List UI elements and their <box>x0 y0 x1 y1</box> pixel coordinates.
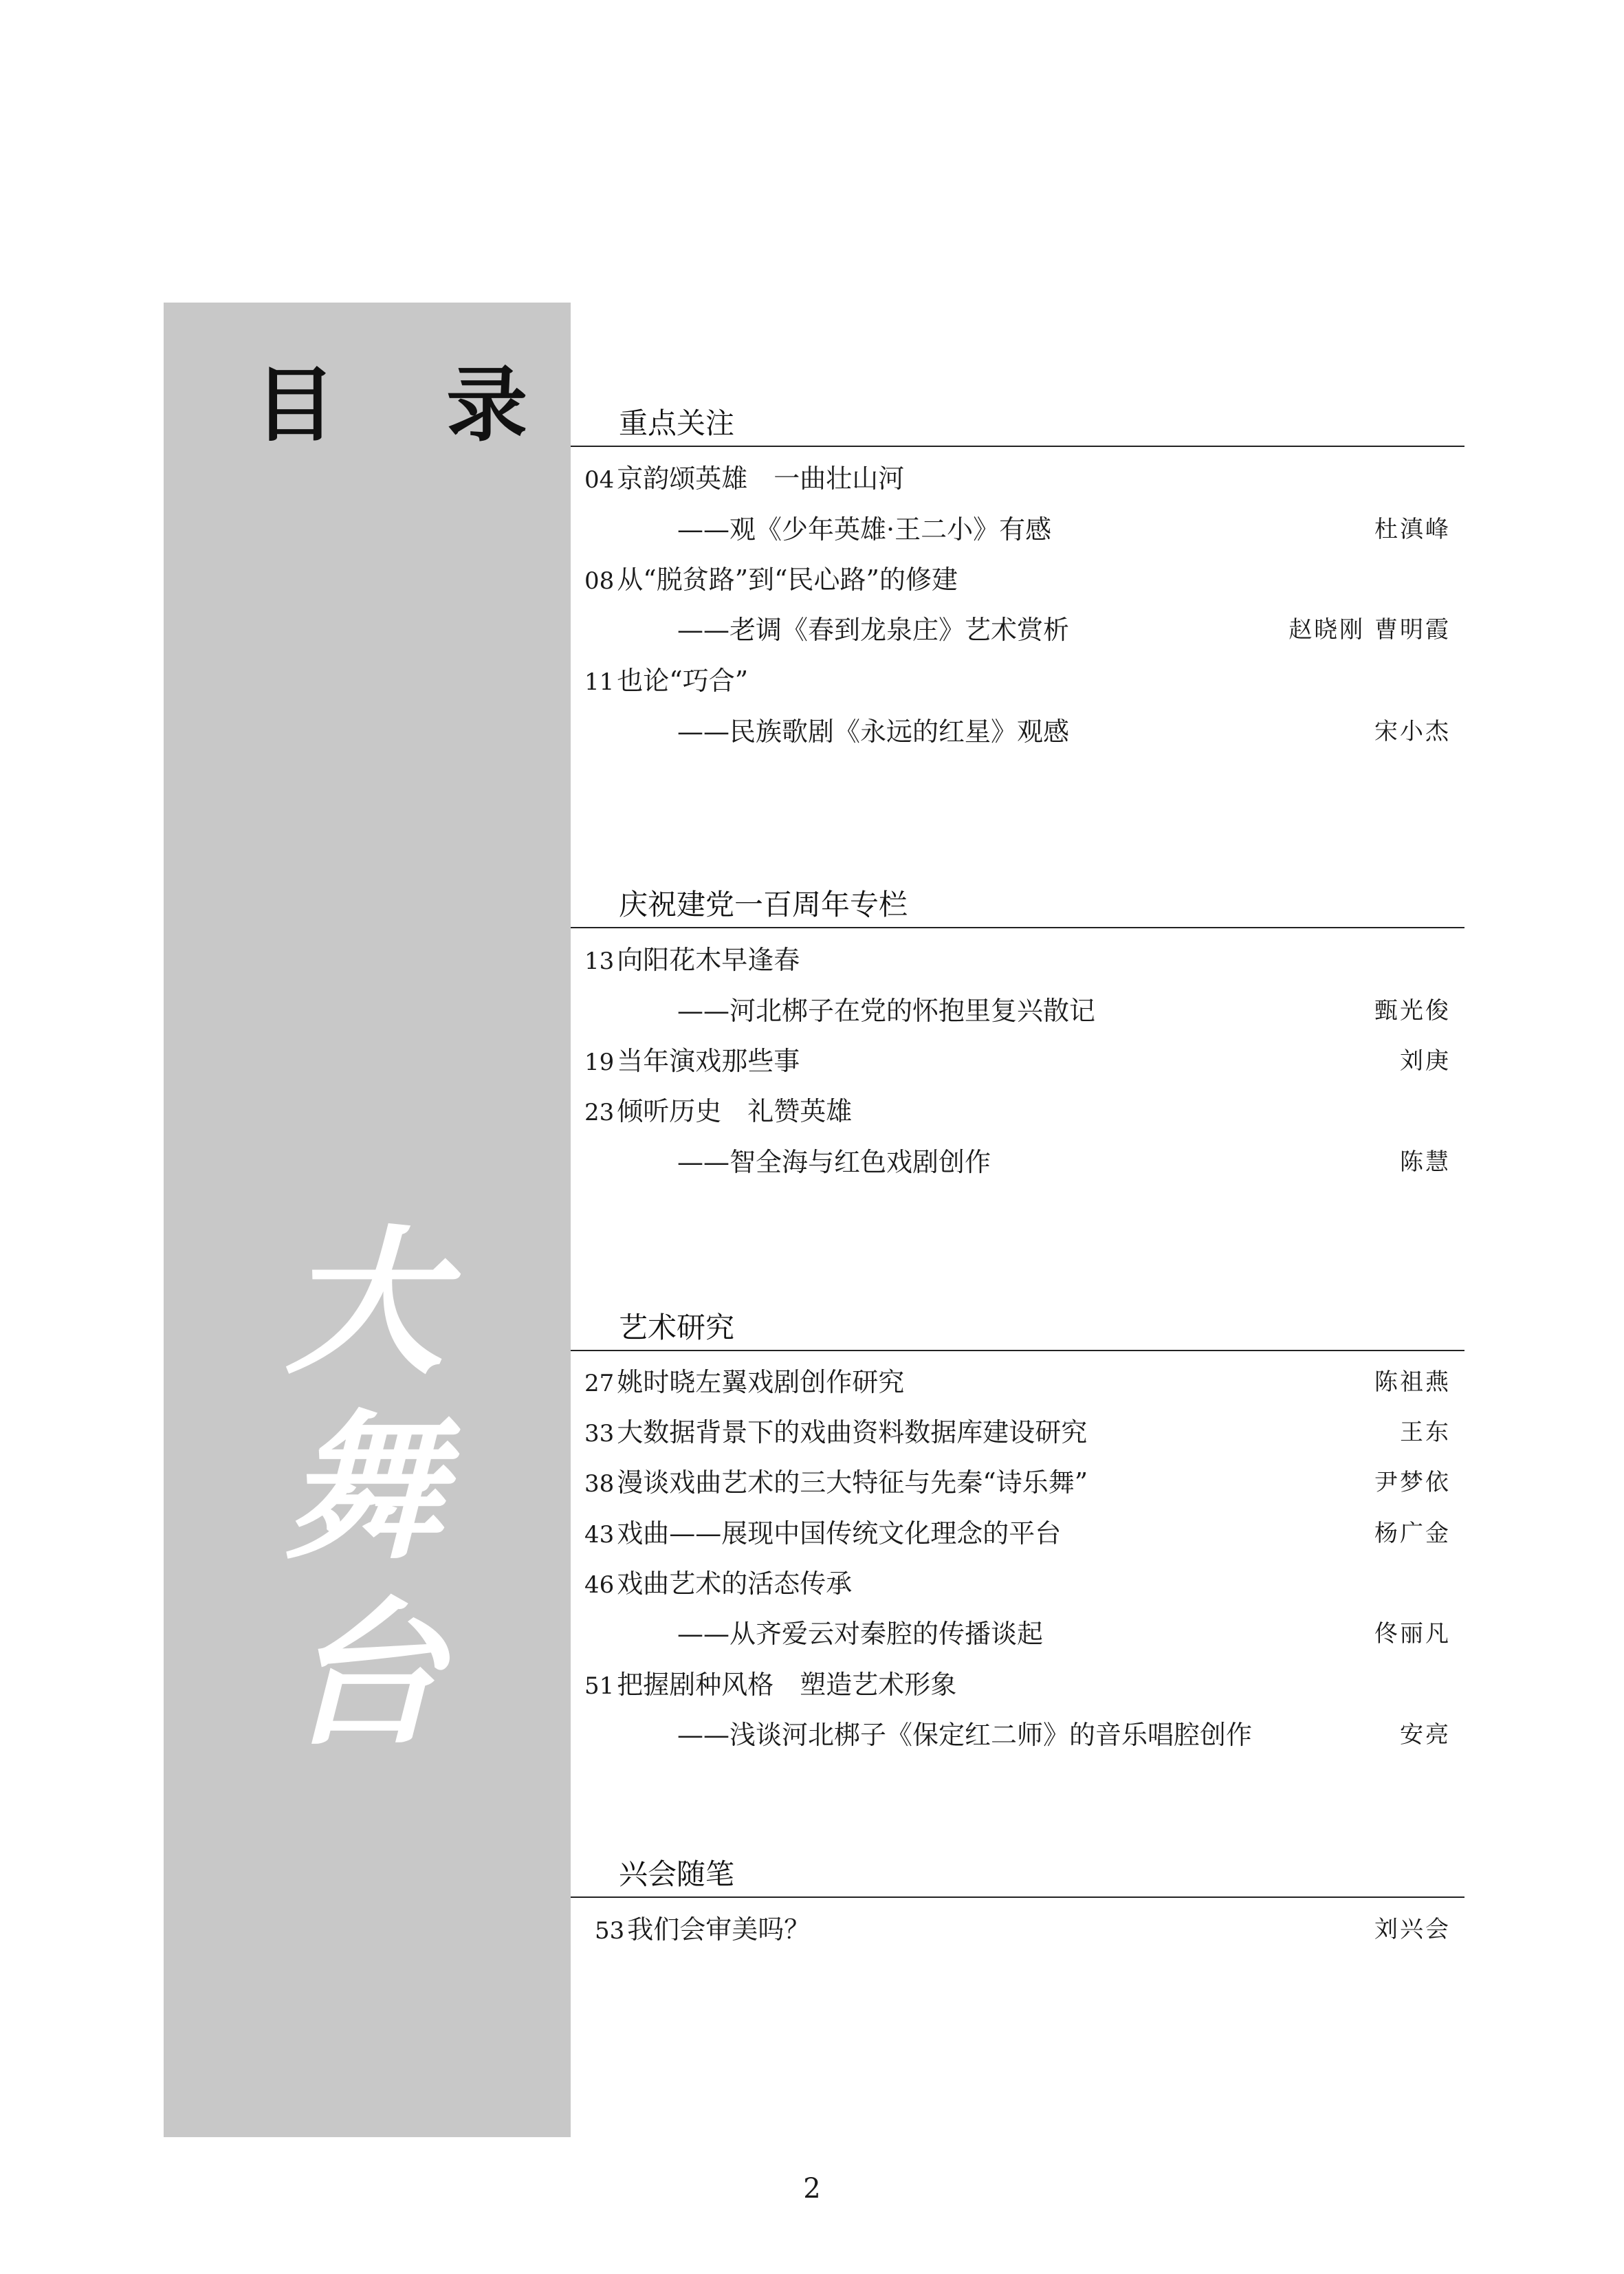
toc-subentry[interactable] <box>584 990 1451 1031</box>
entry-author: 杜滇峰 <box>1374 516 1451 543</box>
entry-author: 赵晓刚 曹明霞 <box>1288 616 1451 644</box>
toc-entry[interactable] <box>584 1664 1451 1705</box>
brand-char: 舞 <box>285 1396 443 1582</box>
entry-author: 安亮 <box>1400 1721 1451 1749</box>
toc-entry[interactable] <box>584 660 1451 701</box>
entry-author: 宋小杰 <box>1374 718 1451 745</box>
entry-title: 向阳花木早逢春 <box>617 945 800 975</box>
entry-title: 姚时晓左翼戏剧创作研究 <box>617 1367 905 1397</box>
entry-subtitle: ——从齐爱云对秦腔的传播谈起 <box>677 1619 1044 1649</box>
page-ref: 53 <box>595 1917 625 1945</box>
toc-subentry[interactable] <box>584 509 1451 550</box>
section-heading: 庆祝建党一百周年专栏 <box>571 887 1464 928</box>
page-ref: 13 <box>584 948 615 975</box>
entry-title: 漫谈戏曲艺术的三大特征与先秦“诗乐舞” <box>617 1467 1088 1498</box>
entry-author: 陈祖燕 <box>1374 1368 1451 1396</box>
toc-subentry[interactable] <box>584 1613 1451 1654</box>
page-ref: 46 <box>584 1571 615 1599</box>
entry-title: 戏曲艺术的活态传承 <box>617 1568 853 1599</box>
toc-entry[interactable] <box>584 1040 1451 1082</box>
entry-author: 陈慧 <box>1400 1148 1451 1176</box>
toc-entry[interactable] <box>584 1362 1451 1403</box>
entry-author: 刘庚 <box>1400 1047 1451 1075</box>
toc-title: 目 录 <box>254 358 569 452</box>
toc-entry[interactable] <box>584 939 1451 981</box>
entry-title: 我们会审美吗？ <box>627 1914 811 1945</box>
page-ref: 51 <box>584 1672 615 1700</box>
entry-title: 大数据背景下的戏曲资料数据库建设研究 <box>617 1417 1088 1447</box>
entry-title: 也论“巧合” <box>617 666 749 696</box>
page-ref: 43 <box>584 1521 615 1549</box>
toc-entry[interactable] <box>584 559 1451 600</box>
entry-subtitle: ——浅谈河北梆子《保定红二师》的音乐唱腔创作 <box>677 1720 1253 1750</box>
brand-logo <box>261 1210 468 1767</box>
entry-title: 把握剧种风格 塑造艺术形象 <box>617 1670 957 1700</box>
entry-author: 甄光俊 <box>1374 997 1451 1025</box>
page-number: 2 <box>803 2173 821 2205</box>
page-ref: 04 <box>584 466 615 494</box>
entry-title: 倾听历史 礼赞英雄 <box>617 1096 853 1126</box>
toc-entry[interactable] <box>584 1513 1451 1554</box>
toc-entry[interactable] <box>584 458 1451 499</box>
entry-title: 从“脱贫路”到“民心路”的修建 <box>617 565 958 595</box>
toc-subentry[interactable] <box>584 609 1451 651</box>
entry-author: 佟丽凡 <box>1374 1620 1451 1648</box>
toc-subentry[interactable] <box>584 711 1451 752</box>
entry-author: 杨广金 <box>1374 1520 1451 1547</box>
toc-entry[interactable] <box>595 1909 1451 1950</box>
entry-author: 王东 <box>1400 1419 1451 1446</box>
toc-entry[interactable] <box>584 1091 1451 1132</box>
page-ref: 19 <box>584 1049 615 1076</box>
entry-author: 尹梦依 <box>1374 1469 1451 1496</box>
page-ref: 08 <box>584 567 615 595</box>
entry-subtitle: ——老调《春到龙泉庄》艺术赏析 <box>677 615 1070 645</box>
page-ref: 23 <box>584 1099 615 1126</box>
page-ref: 11 <box>584 668 615 696</box>
entry-title: 戏曲——展现中国传统文化理念的平台 <box>617 1518 1062 1549</box>
toc-subentry[interactable] <box>584 1714 1451 1756</box>
entry-author: 刘兴会 <box>1374 1916 1451 1943</box>
section-heading: 兴会随笔 <box>571 1857 1464 1898</box>
entry-subtitle: ——河北梆子在党的怀抱里复兴散记 <box>677 996 1096 1026</box>
page-ref: 27 <box>584 1370 615 1397</box>
brand-char: 台 <box>285 1582 443 1767</box>
entry-title: 当年演戏那些事 <box>617 1046 800 1076</box>
toc-subentry[interactable] <box>584 1141 1451 1183</box>
toc-entry[interactable] <box>584 1462 1451 1503</box>
page-ref: 38 <box>584 1470 615 1498</box>
toc-entry[interactable] <box>584 1412 1451 1453</box>
entry-subtitle: ——民族歌剧《永远的红星》观感 <box>677 717 1070 747</box>
section-heading: 重点关注 <box>571 406 1464 447</box>
toc-entry[interactable] <box>584 1563 1451 1604</box>
entry-subtitle: ——智全海与红色戏剧创作 <box>677 1147 991 1177</box>
brand-char: 大 <box>285 1210 443 1396</box>
entry-title: 京韵颂英雄 一曲壮山河 <box>617 463 905 494</box>
page-ref: 33 <box>584 1420 615 1447</box>
entry-subtitle: ——观《少年英雄·王二小》有感 <box>677 514 1052 545</box>
section-heading: 艺术研究 <box>571 1310 1464 1351</box>
